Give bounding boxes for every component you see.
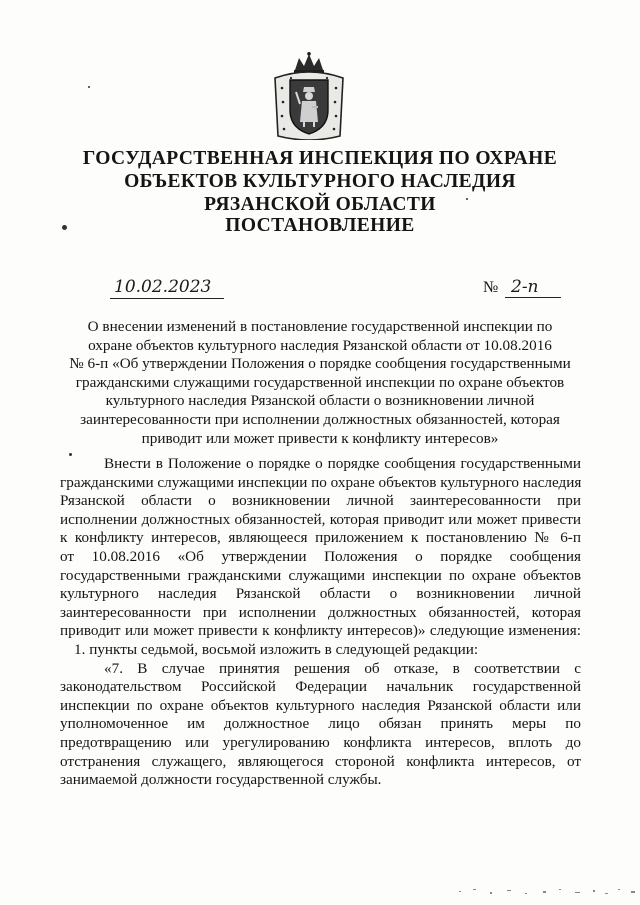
body-line: от 10.08.2016 «Об утверждении Положения о порядке сообщения (60, 547, 581, 565)
document-type: ПОСТАНОВЛЕНИЕ (225, 215, 415, 236)
handwritten-date: 10.02.2023 (114, 277, 212, 297)
body-line: Внести в Положение о порядке о порядке сообщения государственными (104, 455, 581, 472)
body-line: приводит или может привести к конфликту интересов)» следующие изменения: (60, 622, 581, 640)
scan-speck (466, 198, 468, 200)
body-line: культурного наследия Рязанской области о возникновении личной (60, 585, 581, 603)
handwritten-number: 2-п (511, 277, 539, 297)
quote-line: отстранения служащего, являющегося стороной конфликта интересов, от (60, 752, 581, 770)
subject-line: культурного наследия Рязанской области о возникновении личной (105, 392, 535, 410)
quote-line: законодательством Российской Федерации начальник государственной (60, 678, 581, 696)
scan-edge-noise (455, 885, 640, 897)
body-line: государственными гражданскими служащими инспекции по охране объектов (60, 566, 581, 584)
subject-line: № 6-п «Об утверждении Положения о порядке сообщения государственными (69, 355, 571, 373)
subject-line: заинтересованности при исполнении должностных обязанностей, которая (80, 410, 560, 428)
organization-name (40, 147, 600, 216)
scan-speck (62, 225, 67, 230)
number-sign: № (483, 279, 499, 296)
subject-line: охране объектов культурного наследия Рязанской области от 10.08.2016 (88, 336, 552, 354)
quote-line: «7. В случае принятия решения об отказе, в соответствии с (104, 659, 581, 677)
organization-name-line: ОБЪЕКТОВ КУЛЬТУРНОГО НАСЛЕДИЯ (124, 171, 516, 192)
list-item: 1. пункты седьмой, восьмой изложить в следующей редакции: (74, 640, 479, 658)
body-line: гражданскими служащими инспекции по охране объектов культурного наследия (60, 473, 582, 491)
organization-name-line: ГОСУДАРСТВЕННАЯ ИНСПЕКЦИЯ ПО ОХРАНЕ (82, 148, 558, 169)
document-date-field (110, 276, 224, 299)
quote-line: предотвращению или урегулированию конфликта интересов, вплоть до (60, 733, 581, 751)
body-line: к конфликту интересов, являющееся приложением к постановлению № 6-п (60, 529, 581, 547)
number-underline (505, 297, 561, 298)
ryazan-coat-of-arms-icon (269, 52, 349, 140)
subject-line: О внесении изменений в постановление государственной инспекции по (87, 318, 553, 335)
scan-speck (69, 453, 72, 456)
quote-line: уполномоченное им должностное лицо обязан принять меры по (60, 715, 581, 733)
scan-speck (88, 86, 90, 88)
quote-line: занимаемой должности государственной службы. (60, 771, 382, 789)
quote-line: инспекции по охране объектов культурного наследия Рязанской области или (60, 696, 581, 714)
body-line: исполнении должностных обязанностей, которая приводит или может привести (60, 510, 581, 528)
subject-line: гражданскими служащими государственной инспекции по охране объектов (75, 373, 565, 391)
organization-name-line: РЯЗАНСКОЙ ОБЛАСТИ (204, 194, 436, 215)
document-number-field (483, 276, 563, 298)
document-subject (60, 318, 580, 448)
subject-line: приводит или может привести к конфликту интересов» (141, 429, 499, 447)
document-body (60, 455, 581, 790)
body-line: заинтересованности при исполнении должностных обязанностей, которая (60, 603, 581, 621)
body-line: Рязанской области о возникновении личной заинтересованности при (60, 492, 581, 510)
